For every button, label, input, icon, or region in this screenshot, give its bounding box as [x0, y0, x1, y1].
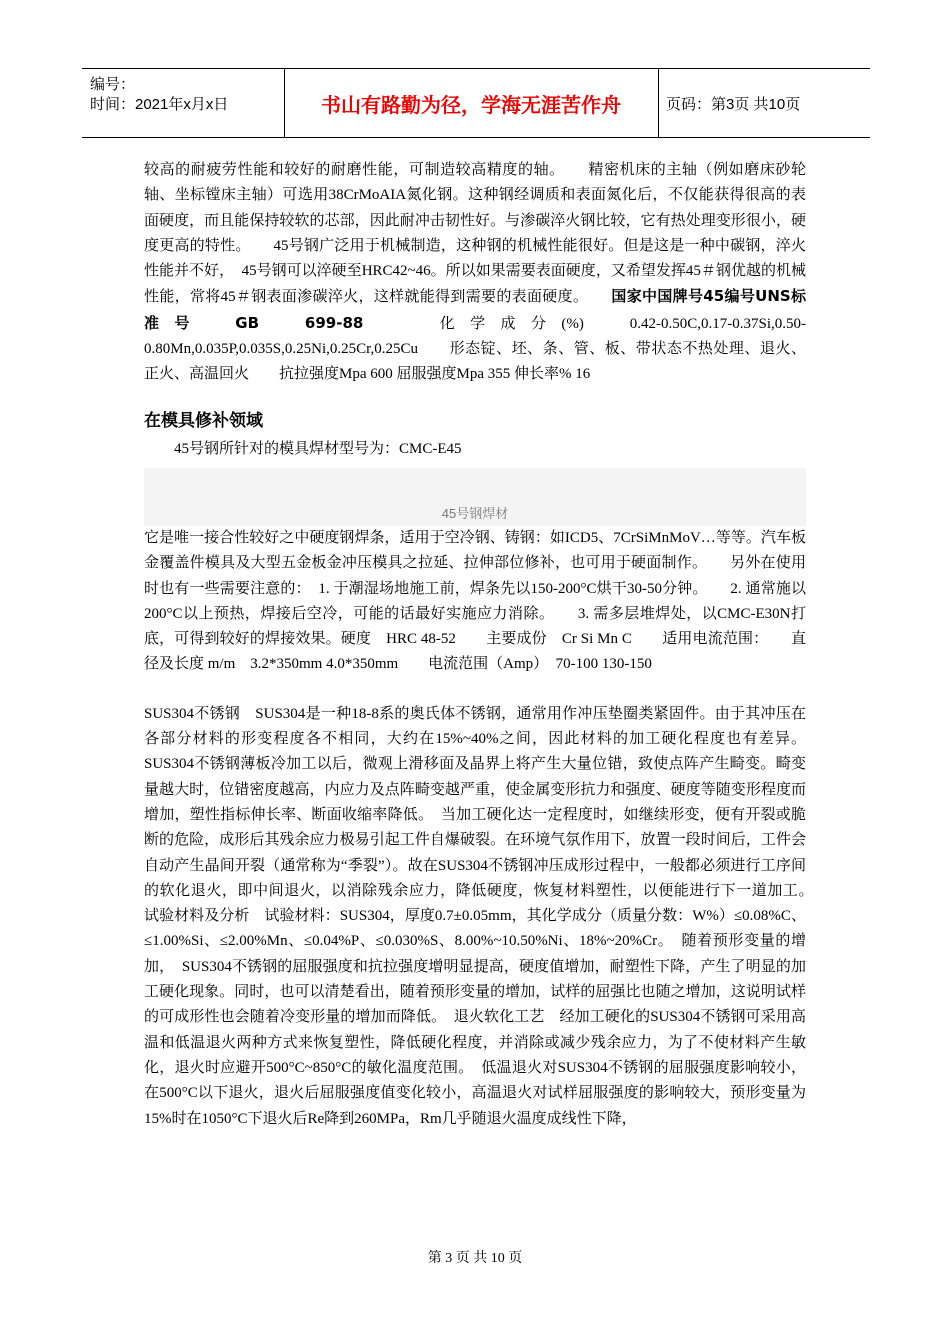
- section-title-mold-repair: 在模具修补领域: [144, 410, 263, 431]
- paragraph-spacer: [144, 678, 806, 702]
- paragraph-shaft-steel: [144, 158, 806, 388]
- document-body: [144, 158, 822, 1132]
- paragraph-text: 化学成分(%) 0.42-0.50C,0.17-0.37Si,0.50-0.80Mn,0.035P,0.035S,0.25Ni,0.25Cr,0.25Cu 形态锭、坯、条、管、板、带状态不热处理、退火、正火、高温回火 抗拉强度Mpa 600 屈服强度Mpa 355 伸长率% 16: [144, 315, 806, 383]
- paragraph-text: 较高的耐疲劳性能和较好的耐磨性能，可制造较高精度的轴。 精密机床的主轴（例如磨床砂轮轴、坐标镗床主轴）可选用38CrMoAIA氮化钢。这种钢经调质和表面氮化后，不仅能获得很高的表面硬度，而且能保持较软的芯部，因此耐冲击韧性好。与渗碳淬火钢比较，它有热处理变形很小，硬度更高的特性。 45号钢广泛用于机械制造，这种钢的机械性能很好。但是这是一种中碳钢，淬火性能并不好， 45号钢可以淬硬至HRC42~46。所以如果需要表面硬度，又希望发挥45＃钢优越的机械性能，常将45＃钢表面渗碳淬火，这样就能得到需要的表面硬度。: [144, 162, 806, 306]
- standard-heading-inline: 国家中国牌号45编号UNS标准号 GB 699-88: [144, 287, 806, 332]
- document-number-label: 编号：: [90, 76, 136, 93]
- header-motto: 书山有路勤为径，学海无涯苦作舟: [321, 92, 621, 117]
- header-page-cell: [658, 69, 870, 137]
- header-info-cell: [82, 69, 285, 137]
- image-caption: 45号钢焊材: [441, 505, 509, 521]
- header-motto-cell: [284, 69, 659, 137]
- welding-material-image: [144, 468, 806, 526]
- page-header: [82, 68, 870, 138]
- header-page-label: 页码：第3页 共10页: [666, 95, 801, 113]
- date-label: 时间：2021年x月x日: [90, 96, 229, 113]
- paragraph-welding-model: 45号钢所针对的模具焊材型号为：CMC-E45: [174, 440, 462, 457]
- paragraph-sus304: SUS304不锈钢 SUS304是一种18-8系的奥氏体不锈钢，通常用作冲压垫圈类紧固件。由于其冲压在各部分材料的形变程度各不相同，大约在15%~40%之间，因此材料的加工硬化程度也有差异。SUS304不锈钢薄板冷加工以后，微观上滑移面及晶界上将产生大量位错，致使点阵产生畸变。畸变量越大时，位错密度越高，内应力及点阵畸变越严重，使金属变形抗力和强度、硬度等随变形程度而增加，塑性指标伸长率、断面收缩率降低。 当加工硬化达一定程度时，如继续形变，便有开裂或脆断的危险，成形后其残余应力极易引起工件自爆破裂。在环境气氛作用下，放置一段时间后，工件会自动产生晶间开裂（通常称为“季裂”）。故在SUS304不锈钢冲压成形过程中，一般都必须进行工序间的软化退火，即中间退火，以消除残余应力，降低硬度，恢复材料塑性，以便能进行下一道加工。 试验材料及分析 试验材料：SUS304，厚度0.7±0.05mm，其化学成分（质量分数：W%）≤0.08%C、≤1.00%Si、≤2.00%Mn、≤0.04%P、≤0.030%S、8.00%~10.50%Ni、18%~20%Cr。 随着预形变量的增加， SUS304不锈钢的屈服强度和抗拉强度增明显提高，硬度值增加，耐塑性下降，产生了明显的加工硬化现象。同时，也可以清楚看出，随着预形变量的增加，试样的屈强比也随之增加，这说明试样的可成形性也会随着冷变形量的增加而降低。 退火软化工艺 经加工硬化的SUS304不锈钢可采用高温和低温退火两种方式来恢复塑性，降低硬化程度，并消除或减少残余应力，为了不使材料产生敏化，退火时应避开500°C~850°C的敏化温度范围。 低温退火对SUS304不锈钢的屈服强度影响较小，在500°C以下退火，退火后屈服强度值变化较小，高温退火对试样屈服强度的影响较大，预形变量为15%时在1050°C下退火后Re降到260MPa，Rm几乎随退火温度成线性下降，: [144, 705, 822, 1127]
- page-footer: 第 3 页 共 10 页: [427, 1251, 523, 1266]
- paragraph-welding-rod: 它是唯一接合性较好之中硬度钢焊条，适用于空冷钢、铸钢：如ICD5、7CrSiMnMoV…等等。汽车板金覆盖件模具及大型五金板金冲压模具之拉延、拉伸部位修补，也可用于硬面制作。 另外在使用时也有一些需要注意的： 1. 于潮湿场地施工前，焊条先以150-200°C烘干30-50分钟。 2. 通常施以200°C以上预热，焊接后空冷，可能的话最好实施应力消除。 3. 需多层堆焊处，以CMC-E30N打底，可得到较好的焊接效果。硬度 HRC 48-52 主要成份 Cr Si Mn C 适用电流范围： 直径及长度 m/m 3.2*350mm 4.0*350mm 电流范围（Amp） 70-100 130-150: [144, 529, 806, 673]
